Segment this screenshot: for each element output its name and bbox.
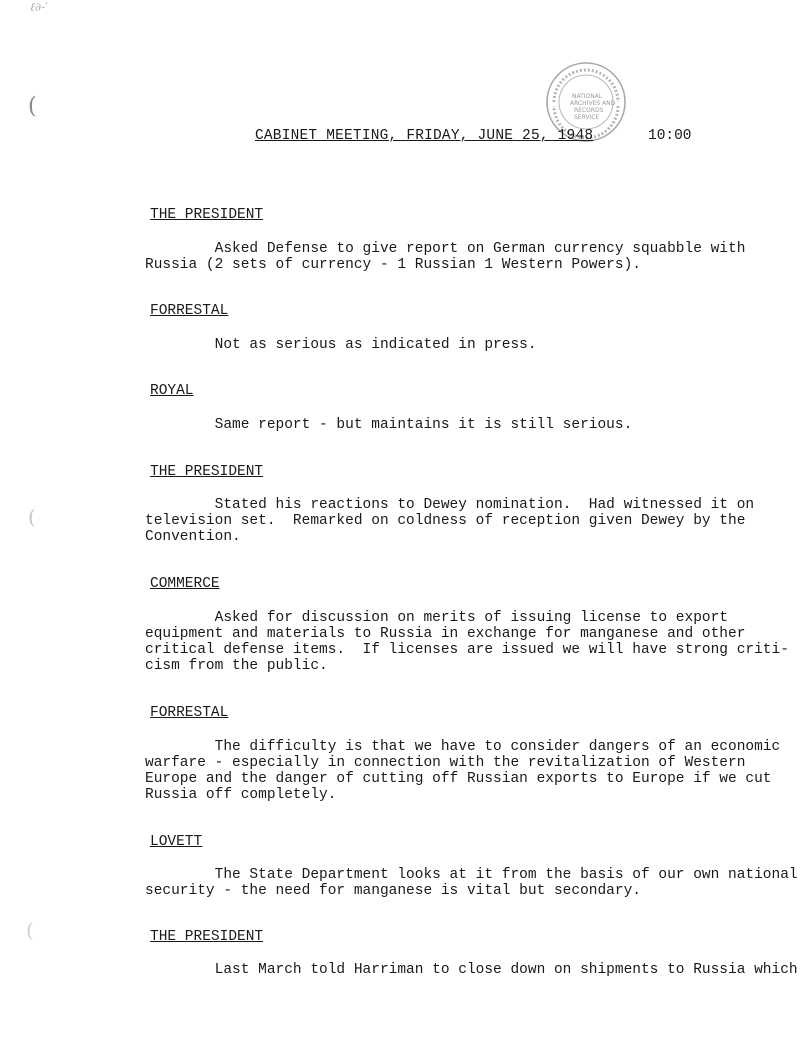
page-title: CABINET MEETING, FRIDAY, JUNE 25, 1948 bbox=[255, 128, 594, 144]
svg-text:NATIONAL: NATIONAL bbox=[572, 93, 603, 100]
svg-text:SERVICE: SERVICE bbox=[574, 114, 600, 121]
statement-paragraph: Not as serious as indicated in press. bbox=[145, 337, 537, 353]
svg-text:ARCHIVES AND: ARCHIVES AND bbox=[570, 100, 616, 107]
binding-hole-mark: ( bbox=[28, 94, 37, 119]
binding-hole-mark: ( bbox=[28, 505, 36, 529]
meeting-time: 10:00 bbox=[648, 128, 692, 144]
statement-paragraph: Last March told Harriman to close down on shipments to Russia which bbox=[145, 962, 798, 978]
speaker-heading: THE PRESIDENT bbox=[150, 464, 264, 480]
speaker-heading: THE PRESIDENT bbox=[150, 929, 264, 945]
speaker-heading: ROYAL bbox=[150, 383, 194, 399]
statement-paragraph: Stated his reactions to Dewey nomination. Had witnessed it on television set. Remarked on coldness of reception given Dewey by the Convention. bbox=[145, 497, 755, 545]
speaker-heading: COMMERCE bbox=[150, 576, 220, 592]
speaker-heading: THE PRESIDENT bbox=[150, 207, 264, 223]
speaker-heading: LOVETT bbox=[150, 834, 203, 850]
speaker-heading: FORRESTAL bbox=[150, 303, 229, 319]
binding-hole-mark: ( bbox=[26, 918, 34, 942]
statement-paragraph: Asked Defense to give report on German currency squabble with Russia (2 sets of currency - 1 Russian 1 Western Powers). bbox=[145, 241, 746, 273]
statement-paragraph: Asked for discussion on merits of issuing license to export equipment and materials to Russia in exchange for manganese and other critical defense items. If licenses are issued we will have strong criti- cism from the public. bbox=[145, 610, 789, 674]
statement-paragraph: Same report - but maintains it is still serious. bbox=[145, 417, 633, 433]
statement-paragraph: The State Department looks at it from the basis of our own national security - the need for manganese is vital but secondary. bbox=[145, 867, 798, 899]
svg-text:RECORDS: RECORDS bbox=[574, 107, 604, 114]
speaker-heading: FORRESTAL bbox=[150, 705, 229, 721]
handwritten-corner-mark: ℓ∂-′ bbox=[30, 0, 48, 14]
statement-paragraph: The difficulty is that we have to consider dangers of an economic warfare - especially in connection with the revitalization of Western Europe and the danger of cutting off Russian exports to Europe if we cut Russia off completely. bbox=[145, 739, 781, 803]
